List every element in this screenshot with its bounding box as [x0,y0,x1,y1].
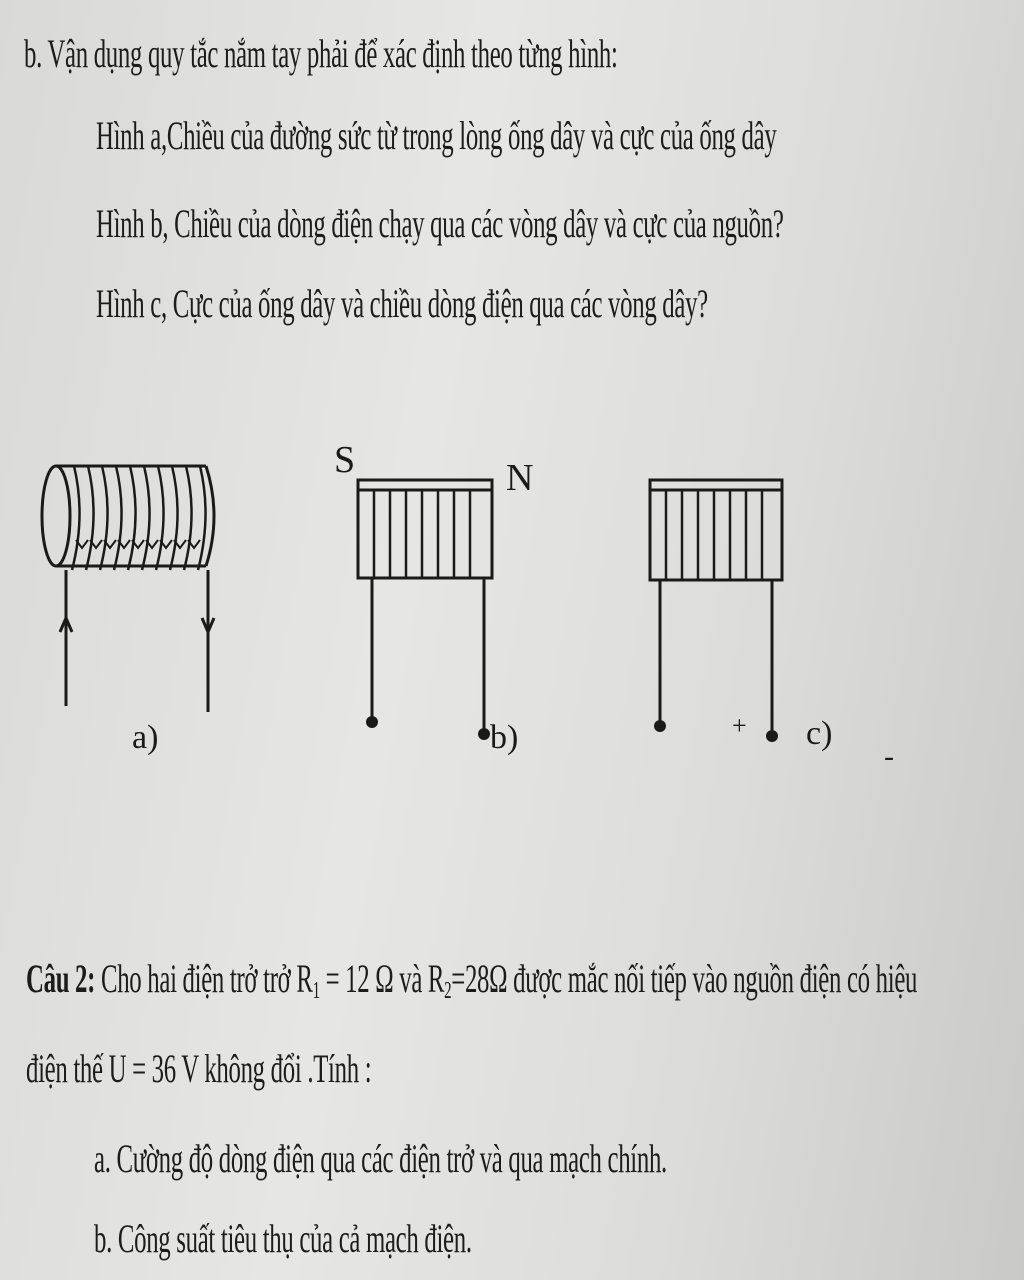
solenoid-a-windings [72,466,206,570]
pole-s-label: S [334,439,356,481]
solenoid-a-right-end [206,466,214,566]
section-b-heading: b. Vận dụng quy tắc nắm tay phải để xác định theo từng hình: [24,31,618,76]
solenoid-figures [0,400,1024,800]
terminal-b-left [366,716,378,728]
plus-sign: + [732,711,747,740]
solenoid-b-body [358,480,492,578]
question-2-text-b: = 12 Ω và R [319,956,445,1001]
hinh-a-instruction: Hình a,Chiều của đường sức từ trong lòng ống dây và cực của ống dây [96,113,777,158]
question-2-line-2: điện thế U = 36 V không đổi .Tính : [26,1046,372,1091]
terminal-b-right [478,728,490,740]
question-2-line-1 [26,955,917,1005]
solenoid-a-end [42,466,70,566]
figure-b-label: b) [490,719,519,756]
question-2-text-c: =28Ω được mắc nối tiếp vào nguồn điện có hiệu [451,956,918,1001]
question-2-item-a: a. Cường độ dòng điện qua các điện trở và qua mạch chính. [94,1136,667,1181]
hinh-b-instruction: Hình b, Chiều của dòng điện chạy qua các vòng dây và cực của nguồn? [96,201,784,246]
minus-sign: - [884,740,894,773]
terminal-c-right [766,730,778,742]
question-2-text-a: Cho hai điện trở trở R [100,956,313,1001]
hinh-c-instruction: Hình c, Cực của ống dây và chiều dòng điện qua các vòng dây? [96,281,708,326]
figure-c-solenoid [650,480,782,730]
figure-a-label: a) [132,719,159,756]
question-2-label: Câu 2: [26,956,96,1001]
figure-c-label: c) [806,715,833,752]
solenoid-a-winding-arrows [76,540,200,548]
r1-subscript: 1 [312,978,320,1004]
r2-subscript: 2 [444,978,452,1004]
figure-b-solenoid [358,480,492,730]
terminal-c-left [654,720,666,732]
question-2-item-b: b. Công suất tiêu thụ của cả mạch điện. [94,1216,472,1261]
figure-a-solenoid [42,466,214,712]
pole-n-label: N [506,457,534,499]
